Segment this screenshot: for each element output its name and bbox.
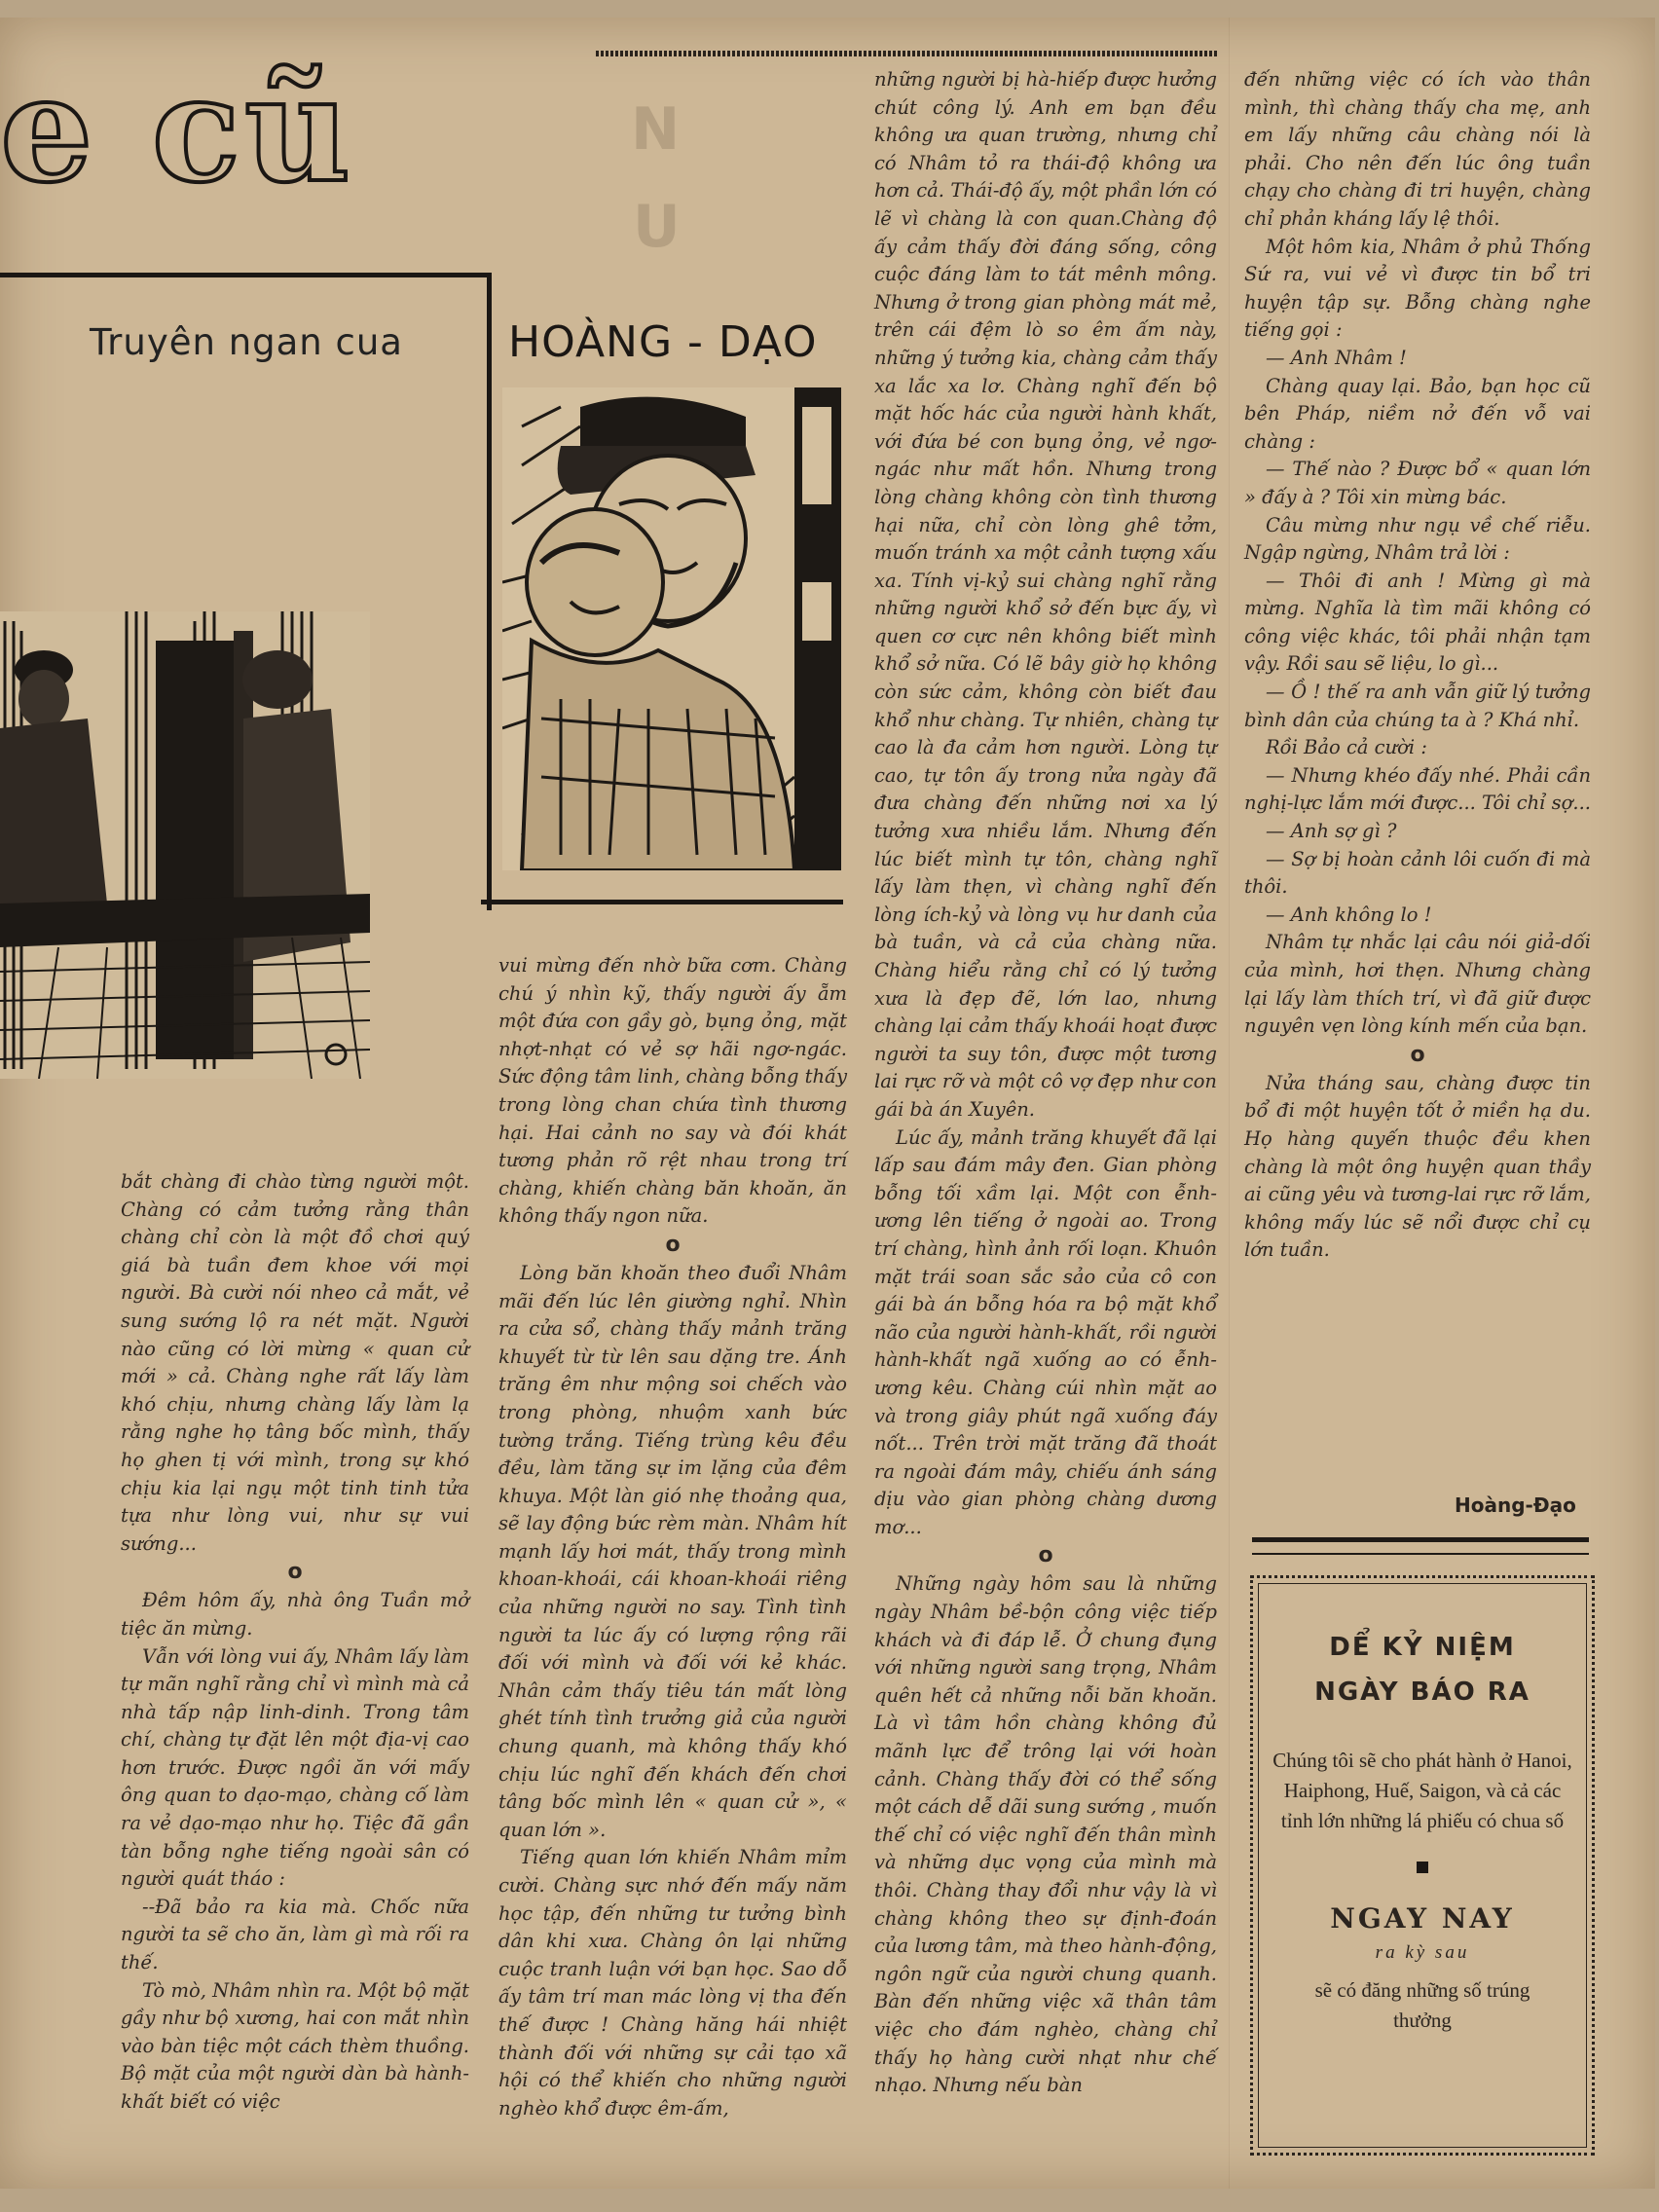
section-separator: o xyxy=(665,1232,681,1257)
notice-paper-name: NGAY NAY xyxy=(1330,1902,1515,1935)
col1-paragraph: --Đã bảo ra kia mà. Chốc nữa người ta sẽ cho ăn, làm gì mà rối ra thế. xyxy=(121,1895,469,1974)
notice-spacer xyxy=(1253,1578,1592,1625)
notice-frequency: ra kỳ sau xyxy=(1375,1942,1470,1963)
page-fold xyxy=(1229,18,1230,2189)
notice-heading-line2: NGÀY BÁO RA xyxy=(1314,1677,1530,1707)
col4-paragraph: Rồi Bảo cả cười : xyxy=(1266,736,1427,759)
story-title: e cũ xyxy=(0,44,355,215)
col4-dialogue: — Ồ ! thế ra anh vẫn giữ lý tưởng bình dân của chúng ta à ? Khá nhỉ. xyxy=(1244,681,1591,731)
col1-paragraph: bắt chàng đi chào từng người một. Chàng có cảm tưởng rằng thân chàng chỉ còn là một đồ chơi quý giá bà tuần đem khoe với mọi người. Bà cười nói nheo cả mắt, vẻ sung sướng lộ ra nét mặt. Người nào cũng có lời mừng « quan cử mới » cả. Chàng nghe rất lấy làm khó chịu, nhưng chàng lấy làm lạ rằng nghe họ tâng bốc mình, thấy họ ghen tị với mình, trong sự khó chịu kia lại ngụ một tinh tinh tửa tựa như lòng vui, như sự vui sướng... xyxy=(121,1170,469,1555)
col4-paragraph: Nhâm tự nhắc lại câu nói giả-dối của mình, hơi thẹn. Nhưng chàng lại lấy làm thích trí, vì đã giữ được nguyên vẹn lòng kính mến của bạn. xyxy=(1244,931,1591,1038)
notice-footer: sẽ có đăng những số trúng thưởng xyxy=(1314,1978,1530,2032)
col4-dialogue: — Anh Nhâm ! xyxy=(1266,346,1407,369)
col3-paragraph: Lúc ấy, mảnh trăng khuyết đã lại lấp sau đám mây đen. Gian phòng bỗng tối xầm lại. Một con ễnh-ương lên tiếng ở ngoài ao. Trong trí chàng, hình ảnh rối loạn. Khuôn mặt trái soan sắc sảo của cô con gái bà án bỗng hóa ra bộ mặt khổ não của người hành-khất, rồi người hành-khất ngã xuống ao có ễnh-ương kêu. Chàng cúi nhìn mặt ao và trong giây phút ngã xuống đáy nốt... Trên trời mặt trăng đã thoát ra ngoài đám mây, chiếu ánh sáng dịu vào gian phòng chàng dương mơ... xyxy=(874,1125,1217,1538)
col4-paragraph: đến những việc có ích vào thân mình, thì chàng thấy cha mẹ, anh em lấy những câu chàng nói là phải. Cho nên đến lúc ông tuần chạy cho chàng đi tri huyện, chàng chỉ phản kháng lấy lệ thôi. xyxy=(1244,68,1591,230)
illustration-top xyxy=(502,387,841,870)
header-frame-bottom xyxy=(481,900,843,904)
col1-paragraph: Tò mò, Nhâm nhìn ra. Một bộ mặt gầy như bộ xương, hai con mắt nhìn vào bàn tiệc một cách thèm thuồng. Bộ mặt của một người dàn bà hành-khất biết có việc xyxy=(121,1978,469,2113)
col1-paragraph: Đêm hôm ấy, nhà ông Tuần mở tiệc ăn mừng. xyxy=(121,1589,469,1640)
column-4 xyxy=(1244,66,1591,1265)
col2-paragraph: vui mừng đến nhờ bữa cơm. Chàng chú ý nhìn kỹ, thấy người ấy ẵm một đứa con gầy gò, bụng ỏng, mặt nhợt-nhạt có vẻ sợ hãi ngơ-ngác. Sức động tâm linh, chàng bỗng thấy trong lòng chan chứa tình thương hại. Hai cảnh no say và đói khát tương phản rõ rệt nhau trong trí chàng, khiến chàng băn khoăn, ăn không thấy ngon nữa. xyxy=(498,954,847,1228)
notice-spacer xyxy=(1253,1714,1592,1746)
notice-box xyxy=(1250,1575,1595,2156)
col2-paragraph: Tiếng quan lớn khiến Nhâm mỉm cười. Chàng sực nhớ đến mấy năm học tập, đến những tư tưởng bình dân khi xưa. Chàng ôn lại những cuộc tranh luận với bạn học. Sao dỗ ấy tâm trí man mác lòng vị tha đến thế được ! Chàng hăng hái nhiệt thành đối với những sự cải tạo xã hội có thể khiến cho những người nghèo khổ được êm-ấm, xyxy=(498,1846,847,2120)
section-separator: o xyxy=(287,1560,303,1585)
notice-heading-line1: DỂ KỶ NIỆM xyxy=(1329,1633,1516,1662)
newspaper-page xyxy=(0,18,1655,2189)
ghost-letter-u: U xyxy=(633,193,681,261)
author-name: HOÀNG - DẠO xyxy=(508,317,818,367)
col2-paragraph: Lòng băn khoăn theo đuổi Nhâm mãi đến lúc lên giường nghỉ. Nhìn ra cửa sổ, chàng thấy mảnh trăng khuyết từ từ lên sau dặng tre. Ánh trăng êm như mộng soi chếch vào trong phòng, nhuộm xanh bức tường trắng. Tiếng trùng kêu đều đều, làm tăng sự im lặng của đêm khuya. Một làn gió nhẹ thoảng qua, sẽ lay động bức rèm màn. Nhâm hít mạnh lấy hơi mát, thấy trong mình khoan-khoái, cái khoan-khoái riêng của những người no say. Tình tình người ta lúc ấy có lượng rộng rãi đối với mình và đối với kẻ khác. Nhân cảm thấy tiêu tán mất lòng ghét tính tình trưởng giả của người chung quanh, mà không thấy khó chịu lúc nghĩ đến khách đến chơi tâng bốc mình lên « quan cử », « quan lớn ». xyxy=(498,1261,847,1841)
top-border-ornament xyxy=(596,51,1219,56)
col4-dialogue: — Thôi đi anh ! Mừng gì mà mừng. Nghĩa là tìm mãi không có công việc khác, tôi phải nhận tạm vậy. Rồi sau sẽ liệu, lo gì... xyxy=(1244,569,1591,676)
column-divider-rule xyxy=(1252,1537,1589,1555)
column-2 xyxy=(498,952,847,2122)
woodcut-man-child-image xyxy=(502,387,841,870)
notice-body: Chúng tôi sẽ cho phát hành ở Hanoi, Haiphong, Huế, Saigon, và cả các tỉnh lớn những lá phiếu có chua số xyxy=(1272,1749,1572,1832)
col4-paragraph: Một hôm kia, Nhâm ở phủ Thống Sứ ra, vui vẻ vì được tin bổ tri huyện tập sự. Bỗng chàng nghe tiếng gọi : xyxy=(1244,235,1591,342)
section-separator: o xyxy=(1038,1543,1053,1568)
col4-paragraph: Câu mừng như ngụ về chế riễu. Ngập ngừng, Nhâm trả lời : xyxy=(1244,513,1591,565)
woodcut-seated-figures-image xyxy=(0,611,370,1079)
column-1 xyxy=(121,1168,469,2117)
col4-paragraph: Nửa tháng sau, chàng được tin bổ đi một huyện tốt ở miền hạ du. Họ hàng quyến thuộc đều khen chàng là một ông huyện quan thầy ai cũng yêu và tương-lai rực rỡ lắm, không mấy lúc sẽ nổi được chỉ cụ lớn tuần. xyxy=(1244,1071,1591,1262)
column-3 xyxy=(874,66,1217,2100)
col4-dialogue: — Anh không lo ! xyxy=(1266,903,1432,926)
square-bullet-icon xyxy=(1417,1862,1428,1873)
ghost-letter-n: N xyxy=(631,95,681,164)
section-separator: o xyxy=(1410,1042,1425,1067)
col4-paragraph: Chàng quay lại. Bảo, bạn học cũ bên Pháp, niềm nở đến vỗ vai chàng : xyxy=(1244,374,1591,453)
col3-paragraph: Những ngày hôm sau là những ngày Nhâm bề-bộn công việc tiếp khách và đi đáp lễ. Ở chung đụng với những người sang trọng, Nhâm quên hết cả những nỗi băn khoăn. Là vì tâm hồn chàng không đủ mãnh lực để trông lại với hoàn cảnh. Chàng thấy đời có thể sống một cách dễ dãi sung sướng , muốn thế chỉ có việc nghĩ đến thân mình và những dục vọng của mình mà thôi. Chàng thay đổi như vậy là vì chàng không theo sự định-đoán của lương tâm, mà theo hành-động, ngôn ngữ của người chung quanh. Bàn đến những việc xã thân tâm việc cho đám nghèo, chàng chỉ thấy họ hàng cười nhạt như chế nhạo. Nhưng nếu bàn xyxy=(874,1572,1217,2097)
story-subtitle: Truyên ngan cua xyxy=(90,321,403,363)
illustration-left xyxy=(0,611,370,1079)
col4-dialogue: — Thế nào ? Được bổ « quan lớn » đấy à ? Tôi xin mừng bác. xyxy=(1244,458,1591,508)
col4-dialogue: — Anh sợ gì ? xyxy=(1266,820,1397,843)
author-signature: Hoàng-Đạo xyxy=(1455,1493,1576,1517)
col4-dialogue: — Nhưng khéo đấy nhé. Phải cần nghị-lực lắm mới được... Tôi chỉ sợ... xyxy=(1244,763,1591,815)
col4-dialogue: — Sợ bị hoàn cảnh lôi cuốn đi mà thôi. xyxy=(1244,847,1591,899)
col1-paragraph: Vẫn với lòng vui ấy, Nhâm lấy làm tự mãn nghĩ rằng chỉ vì mình mà cả nhà tấp nập linh-dinh. Trong tâm chí, chàng tự đặt lên một địa-vị cao hơn trước. Được ngồi ăn với mấy ông quan to dạo-mạo, chàng cố làm ra vẻ dạo-mạo như họ. Tiệc đã gần tàn bỗng nghe tiếng ngoài sân có người quát tháo : xyxy=(121,1644,469,1891)
col3-paragraph: những người bị hà-hiếp được hưởng chút công lý. Anh em bạn đều không ưa quan trường, nhưng chỉ có Nhâm tỏ ra thái-độ không ưa hơn cả. Thái-độ ấy, một phần lớn có lẽ vì chàng là con quan.Chàng độ ấy cảm thấy đời đáng sống, công cuộc đáng làm to tát mênh mông. Nhưng ở trong gian phòng mát mẻ, trên cái đệm lò so êm ấm này, những ý tưởng kia, chàng cảm thấy xa lắc xa lơ. Chàng nghĩ đến bộ mặt hốc hác của người hành khất, với đứa bé con bụng ỏng, vẻ ngơ-ngác như mất hồn. Nhưng trong lòng chàng không còn tình thương hại nữa, chỉ còn lòng ghê tởm, muốn tránh xa một cảnh tượng xấu xa. Tính vị-kỷ sui chàng nghĩ rằng những người khổ sở đến bực ấy, vì quen cơ cực nên không biết mình khổ sở nữa. Có lẽ bây giờ họ không còn sức cảm, không còn biết đau khổ như chàng. Tự nhiên, chàng tự cao là đa cảm hơn người. Lòng tự cao, tự tôn ấy trong nửa ngày đã đưa chàng đến những nơi xa lý tưởng xưa nhiều lắm. Nhưng đến lúc biết mình tự tôn, chàng nghĩ lấy làm thẹn, vì chàng nghĩ đến lòng ích-kỷ và lòng vụ hư danh của bà tuần, và cả của chàng nữa. Chàng hiểu rằng chỉ có lý tưởng xưa là đẹp đẽ, lớn lao, nhưng chàng lại cảm thấy khoái hoạt được người ta suy tôn, được một tương lai rực rỡ và một cô vợ đẹp như con gái bà án Xuyên. xyxy=(874,68,1217,1121)
